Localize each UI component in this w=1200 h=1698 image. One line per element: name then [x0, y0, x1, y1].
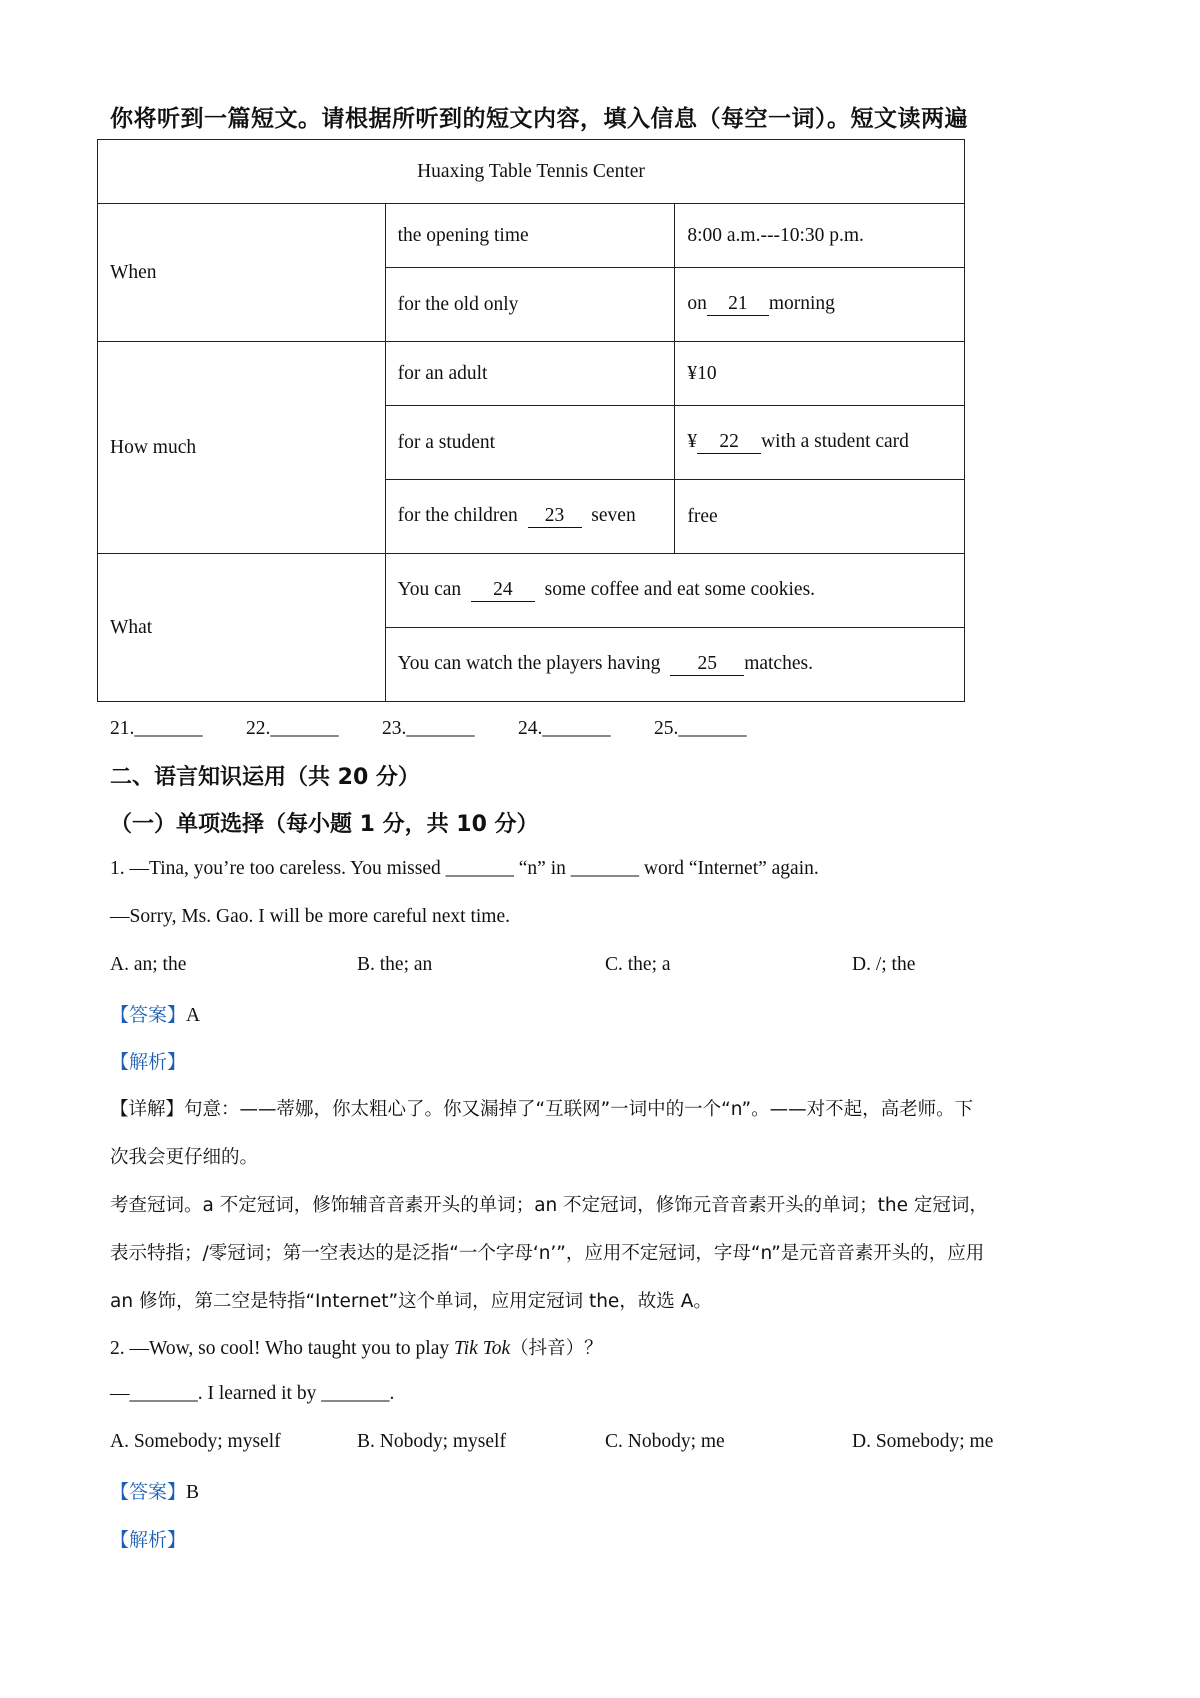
listening-instructions: 你将听到一篇短文。请根据所听到的短文内容，填入信息（每空一词）。短文读两遍 — [110, 106, 968, 132]
opening-time-label: the opening time — [385, 204, 675, 268]
q1-answer — [110, 1000, 200, 1027]
children-label — [385, 480, 675, 554]
q1-option-a[interactable]: A. an; the — [110, 954, 187, 975]
student-value — [675, 406, 965, 480]
q1-detail-line5: an 修饰，第二空是特指“Internet”这个单词，应用定冠词 the，故选 A。 — [110, 1291, 712, 1312]
coffee-prefix: You can — [397, 579, 462, 601]
old-only-label: for the old only — [385, 268, 675, 342]
q2-stem-italic: Tik Tok — [453, 1338, 511, 1359]
q1-stem: 1. —Tina, you’re too careless. You missed _______ “n” in _______ word “Internet” again. — [110, 858, 819, 879]
answer-tag: 【答案】 — [110, 1481, 187, 1503]
answer-blank-22[interactable]: 22._______ — [246, 718, 339, 739]
when-label: When — [98, 204, 386, 342]
children-prefix: for the children — [397, 505, 518, 527]
how-much-label: How much — [98, 342, 386, 554]
q2-stem-suffix: （抖音）？ — [510, 1338, 603, 1359]
blank-24[interactable]: 24 — [471, 580, 535, 602]
q1-option-b[interactable]: B. the; an — [357, 954, 433, 975]
blank-21[interactable]: 21 — [707, 294, 769, 316]
q1-option-d[interactable]: D. /; the — [852, 954, 916, 975]
watch-suffix: matches. — [744, 653, 813, 675]
q2-stem — [110, 1334, 603, 1360]
detail-tag: 【详解】 — [110, 1099, 185, 1120]
answer-blank-21[interactable]: 21._______ — [110, 718, 203, 739]
q2-reply: —_______. I learned it by _______. — [110, 1383, 395, 1404]
q1-detail-line2: 次我会更仔细的。 — [110, 1147, 259, 1168]
q1-detail-line1 — [110, 1095, 973, 1121]
info-table — [97, 139, 965, 702]
old-only-prefix: on — [687, 293, 707, 315]
q2-analysis — [110, 1525, 186, 1552]
answer-tag: 【答案】 — [110, 1004, 187, 1026]
student-label: for a student — [385, 406, 675, 480]
answer-blank-25[interactable]: 25._______ — [654, 718, 747, 739]
answer-blank-24[interactable]: 24._______ — [518, 718, 611, 739]
adult-label: for an adult — [385, 342, 675, 406]
coffee-suffix: some coffee and eat some cookies. — [544, 579, 816, 601]
detail-text-1: 句意：——蒂娜，你太粗心了。你又漏掉了“互联网”一词中的一个“n”。——对不起，高老师。下 — [184, 1099, 974, 1120]
old-only-suffix: morning — [768, 293, 835, 315]
blank-22[interactable]: 22 — [697, 432, 761, 454]
analysis-tag: 【解析】 — [110, 1529, 187, 1551]
blank-23[interactable]: 23 — [528, 506, 582, 528]
children-suffix: seven — [591, 505, 636, 527]
q2-option-d[interactable]: D. Somebody; me — [852, 1431, 994, 1452]
q2-option-c[interactable]: C. Nobody; me — [605, 1431, 725, 1452]
table-header: Huaxing Table Tennis Center — [98, 140, 965, 204]
q2-answer — [110, 1477, 199, 1504]
analysis-tag: 【解析】 — [110, 1051, 187, 1073]
student-prefix: ¥ — [687, 431, 698, 453]
children-value: free — [675, 480, 965, 554]
q2-option-b[interactable]: B. Nobody; myself — [357, 1431, 506, 1452]
q1-answer-value: A — [186, 1005, 201, 1026]
q1-detail-line3: 考查冠词。a 不定冠词，修饰辅音音素开头的单词；an 不定冠词，修饰元音音素开头的单词；the 定冠词， — [110, 1195, 988, 1216]
coffee-row — [385, 554, 964, 628]
q1-analysis — [110, 1047, 186, 1074]
subsection-heading: （一）单项选择（每小题 1 分，共 10 分） — [110, 812, 539, 837]
what-label: What — [98, 554, 386, 702]
q1-option-c[interactable]: C. the; a — [605, 954, 671, 975]
section-heading: 二、语言知识运用（共 20 分） — [110, 765, 420, 790]
q1-reply: —Sorry, Ms. Gao. I will be more careful next time. — [110, 906, 511, 927]
watch-row — [385, 628, 964, 702]
adult-value: ¥10 — [675, 342, 965, 406]
q2-option-a[interactable]: A. Somebody; myself — [110, 1431, 281, 1452]
answer-blank-23[interactable]: 23._______ — [382, 718, 475, 739]
opening-time-value: 8:00 a.m.---10:30 p.m. — [675, 204, 965, 268]
q2-stem-prefix: 2. —Wow, so cool! Who taught you to play — [110, 1338, 454, 1359]
old-only-value — [675, 268, 965, 342]
blank-25[interactable]: 25 — [670, 654, 744, 676]
student-suffix: with a student card — [761, 431, 909, 453]
q1-detail-line4: 表示特指；/零冠词；第一空表达的是泛指“一个字母‘n’”，应用不定冠词，字母“n”是元音音素开头的，应用 — [110, 1243, 985, 1264]
watch-prefix: You can watch the players having — [397, 653, 661, 675]
q2-answer-value: B — [186, 1482, 200, 1503]
